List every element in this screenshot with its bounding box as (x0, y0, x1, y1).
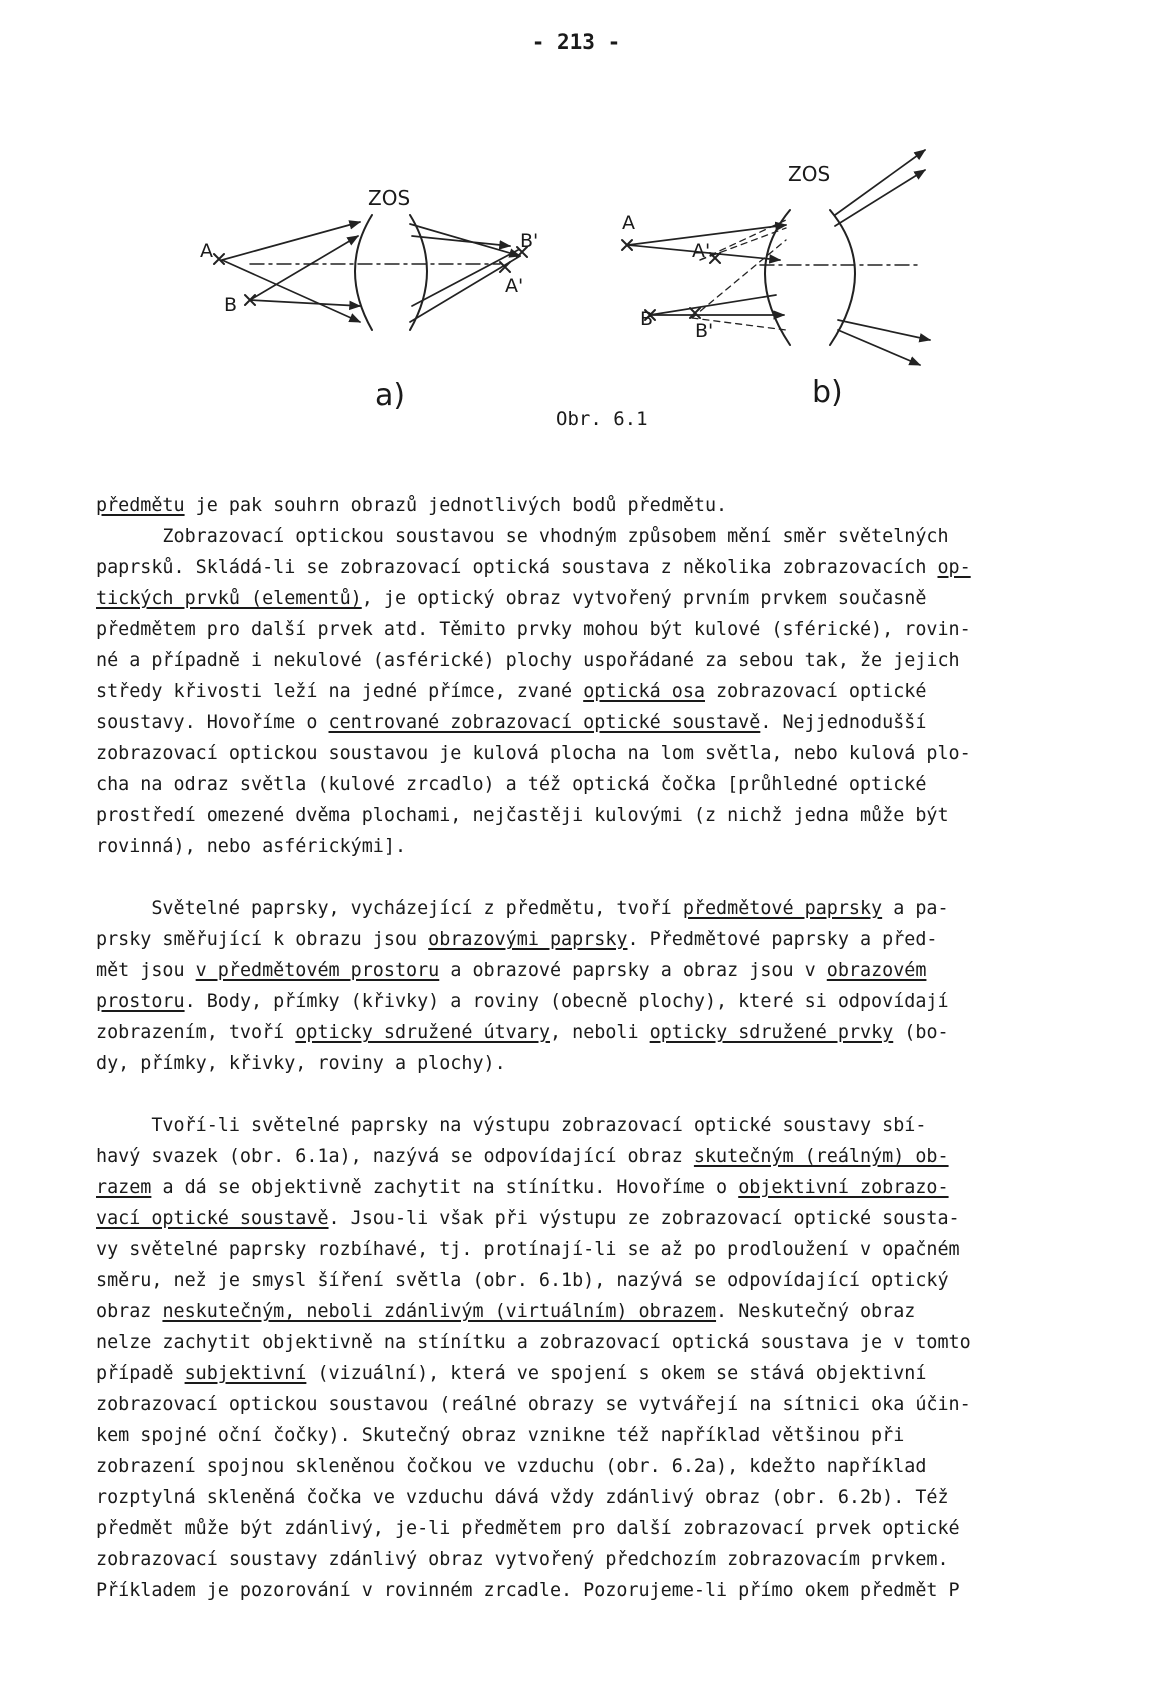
text-line (96, 1234, 1116, 1265)
underlined-term: skutečným (reálným) ob- (693, 1146, 949, 1167)
underlined-term: razem (96, 1177, 152, 1198)
text-line (96, 1358, 1116, 1389)
text-span: , neboli (549, 1022, 650, 1043)
text-span: a dá se objektivně zachytit na stínítku. Hovoříme o (151, 1177, 739, 1198)
text-line (96, 924, 1116, 955)
text-span: Příkladem je pozorování v rovinném zrcadle. Pozorujeme-li přímo okem předmět P (96, 1580, 960, 1601)
point-b-label-b: B (640, 308, 654, 330)
text-line (96, 862, 1116, 893)
text-span: případě (96, 1363, 185, 1384)
text-span: soustavy. Hovoříme o (96, 712, 329, 733)
text-span: (vizuální), která ve spojení s okem se stává objektivní (306, 1363, 927, 1384)
text-span: zobrazením, tvoří (96, 1022, 296, 1043)
text-line (96, 552, 1116, 583)
text-span: obraz (96, 1301, 163, 1322)
text-line (96, 707, 1116, 738)
text-line (96, 1017, 1116, 1048)
text-line (96, 1389, 1116, 1420)
text-line (96, 1482, 1116, 1513)
underlined-term: centrované zobrazovací optické soustavě (328, 712, 761, 733)
text-line (96, 1296, 1116, 1327)
point-a-label-a: A (200, 240, 213, 262)
panel-label-b: b) (812, 375, 843, 410)
underlined-term: obrazovém (826, 960, 927, 981)
underlined-term: op- (937, 557, 971, 578)
text-line (96, 1079, 1116, 1110)
text-line (96, 676, 1116, 707)
text-span: zobrazovací soustavy zdánlivý obraz vytvořený předchozím zobrazovacím prvkem. (96, 1549, 949, 1570)
text-span: nelze zachytit objektivně na stínítku a zobrazovací optická soustava je v tomto (96, 1332, 971, 1353)
text-span: rozptylná skleněná čočka ve vzduchu dává vždy zdánlivý obraz (obr. 6.2b). Též (96, 1487, 949, 1508)
text-span: předmět může být zdánlivý, je-li předmětem pro další zobrazovací prvek optické (96, 1518, 960, 1539)
rays-b (628, 150, 930, 365)
text-span: předmětem pro další prvek atd. Těmito prvky mohou být kulové (sférické), rovin- (96, 619, 971, 640)
text-span: zobrazovací optickou soustavou je kulová plocha na lom světla, nebo kulová plo- (96, 743, 971, 764)
image-b-label-a: B' (520, 230, 539, 252)
text-line (96, 1420, 1116, 1451)
underlined-term: předmětu (96, 495, 185, 516)
text-span: (bo- (893, 1022, 949, 1043)
figure-caption: Obr. 6.1 (556, 408, 648, 430)
text-line (96, 1327, 1116, 1358)
image-a-label-b: A' (692, 240, 711, 262)
text-line (96, 1513, 1116, 1544)
underlined-term: opticky sdružené útvary (295, 1022, 550, 1043)
text-line (96, 1110, 1116, 1141)
text-span: a pa- (882, 898, 949, 919)
text-line (96, 614, 1116, 645)
text-line (96, 800, 1116, 831)
text-span: . Neskutečný obraz (716, 1301, 916, 1322)
text-line (96, 583, 1116, 614)
text-line (96, 1575, 1116, 1606)
text-line (96, 1172, 1116, 1203)
lens-diagram (0, 0, 1152, 440)
text-span: rovinná), nebo asférickými]. (96, 836, 407, 857)
text-span: zobrazovací optickou soustavou (reálné obrazy se vytvářejí na sítnici oka účin- (96, 1394, 971, 1415)
lens-b (765, 210, 855, 345)
lens-a (355, 215, 427, 330)
point-b-label-a: B (224, 294, 238, 316)
text-line (96, 893, 1116, 924)
text-span: cha na odraz světla (kulové zrcadlo) a též optická čočka [průhledné optické (96, 774, 927, 795)
text-span: Světelné paprsky, vycházející z předmětu, tvoří (96, 898, 683, 919)
text-line (96, 738, 1116, 769)
figure-6-1 (0, 0, 1152, 440)
text-line (96, 1141, 1116, 1172)
text-line (96, 769, 1116, 800)
text-span: prostředí omezené dvěma plochami, nejčastěji kulovými (z nichž jedna může být (96, 805, 949, 826)
underlined-term: prostoru (96, 991, 185, 1012)
text-span: prsky směřující k obrazu jsou (96, 929, 429, 950)
text-line (96, 1203, 1116, 1234)
underlined-term: předmětové paprsky (682, 898, 883, 919)
text-line (96, 955, 1116, 986)
text-line (96, 986, 1116, 1017)
text-span: zobrazovací optické (704, 681, 927, 702)
text-span: . Předmětové paprsky a před- (627, 929, 938, 950)
underlined-term: subjektivní (184, 1363, 307, 1384)
text-span: dy, přímky, křivky, roviny a plochy). (96, 1053, 506, 1074)
text-span: zobrazení spojnou skleněnou čočkou ve vzduchu (obr. 6.2a), kdežto například (96, 1456, 927, 1477)
text-line (96, 1451, 1116, 1482)
image-a-label-a: A' (505, 275, 524, 297)
text-span: Tvoří-li světelné paprsky na výstupu zobrazovací optické soustavy sbí- (96, 1115, 927, 1136)
text-line (96, 1265, 1116, 1296)
underlined-term: v předmětovém prostoru (195, 960, 440, 981)
text-line (96, 1544, 1116, 1575)
text-span: směru, než je smysl šíření světla (obr. 6.1b), nazývá se odpovídající optický (96, 1270, 949, 1291)
text-span: mět jsou (96, 960, 196, 981)
text-line (96, 1048, 1116, 1079)
underlined-term: obrazovými paprsky (428, 929, 628, 950)
text-span: je pak souhrn obrazů jednotlivých bodů předmětu. (184, 495, 728, 516)
body-text (96, 490, 1116, 1606)
text-span: . Body, přímky (křivky) a roviny (obecně plochy), které si odpovídají (184, 991, 949, 1012)
image-b-label-b: B' (695, 320, 714, 342)
text-span: středy křivosti leží na jedné přímce, zvané (96, 681, 584, 702)
text-span: , je optický obraz vytvořený prvním prvkem současně (361, 588, 927, 609)
point-a-label-b: A (622, 212, 635, 234)
text-span: havý svazek (obr. 6.1a), nazývá se odpovídající obraz (96, 1146, 694, 1167)
text-span: kem spojné oční čočky). Skutečný obraz vznikne též například většinou při (96, 1425, 905, 1446)
underlined-term: vací optické soustavě (96, 1208, 329, 1229)
text-line (96, 831, 1116, 862)
underlined-term: tických prvků (elementů) (96, 588, 362, 609)
rays-a (222, 222, 520, 322)
text-span: . Jsou-li však při výstupu ze zobrazovací optické sousta- (328, 1208, 960, 1229)
text-span: a obrazové paprsky a obraz jsou v (439, 960, 827, 981)
page-number: - 213 - (531, 30, 621, 54)
text-span: Zobrazovací optickou soustavou se vhodným způsobem mění směr světelných (96, 526, 949, 547)
text-line (96, 490, 1116, 521)
text-span: . Nejjednodušší (760, 712, 927, 733)
underlined-term: opticky sdružené prvky (649, 1022, 894, 1043)
underlined-term: neskutečným, neboli zdánlivým (virtuálním) obrazem (162, 1301, 717, 1322)
panel-label-a: a) (375, 378, 406, 413)
text-span: paprsků. Skládá-li se zobrazovací optická soustava z několika zobrazovacích (96, 557, 938, 578)
zos-label-a: ZOS (368, 186, 411, 210)
text-line (96, 521, 1116, 552)
underlined-term: optická osa (583, 681, 705, 702)
text-line (96, 645, 1116, 676)
text-span: né a případně i nekulové (asférické) plochy uspořádané za sebou tak, že jejich (96, 650, 960, 671)
zos-label-b: ZOS (788, 162, 831, 186)
text-span: vy světelné paprsky rozbíhavé, tj. protínají-li se až po prodloužení v opačném (96, 1239, 960, 1260)
underlined-term: objektivní zobrazo- (738, 1177, 949, 1198)
